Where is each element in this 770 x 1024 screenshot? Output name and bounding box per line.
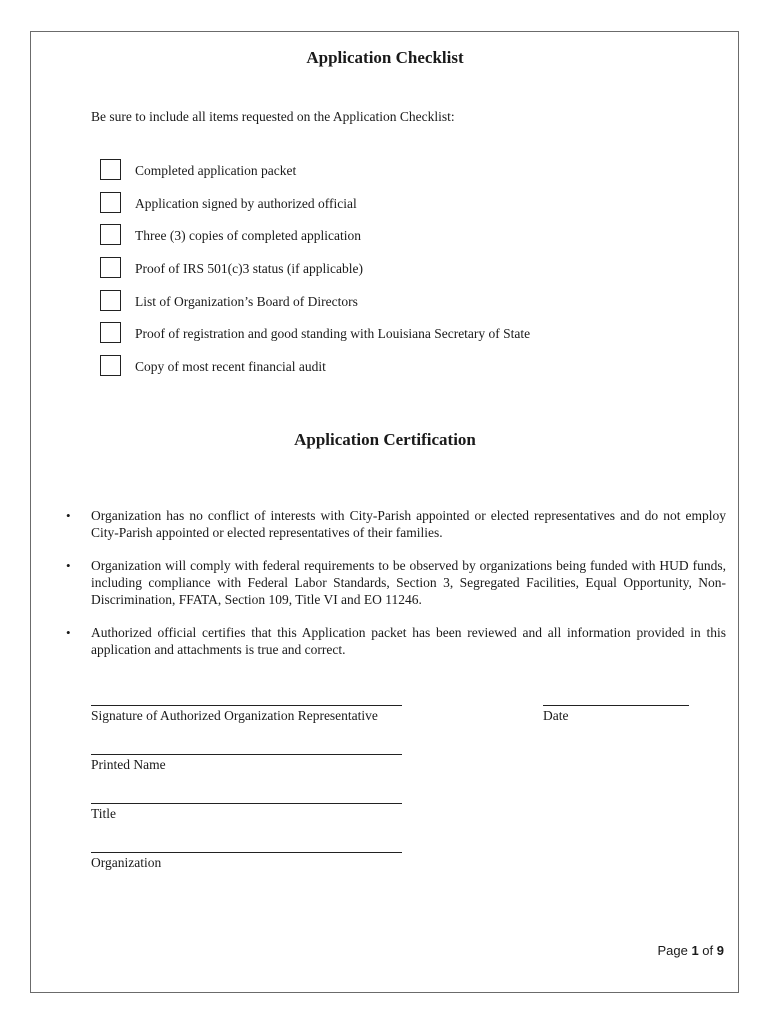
checklist-item-label: Completed application packet xyxy=(135,163,297,178)
checklist-item[interactable] xyxy=(100,256,530,289)
checklist-item-label: List of Organization’s Board of Directors xyxy=(135,293,358,309)
printed-name-line[interactable] xyxy=(91,754,402,755)
bullet-icon: • xyxy=(66,508,71,523)
checklist-item[interactable] xyxy=(100,158,530,191)
checklist-item-label: Proof of IRS 501(c)3 status (if applicable) xyxy=(135,261,363,277)
checklist-item-label: Proof of registration and good standing with Louisiana Secretary of State xyxy=(135,326,531,342)
certification-list xyxy=(66,507,726,674)
page-number xyxy=(657,943,724,958)
checklist-title: Application Checklist xyxy=(306,48,464,67)
certification-title: Application Certification xyxy=(294,430,476,449)
checkbox[interactable] xyxy=(100,257,121,278)
checklist-item[interactable] xyxy=(100,191,530,224)
date-line[interactable] xyxy=(543,705,689,706)
signature-label: Signature of Authorized Organization Representative xyxy=(91,708,378,723)
bullet-icon: • xyxy=(66,558,71,573)
checklist-item-label: Application signed by authorized official xyxy=(135,195,357,211)
checkbox[interactable] xyxy=(100,192,121,213)
current-page: 1 xyxy=(691,943,699,958)
title-label: Title xyxy=(91,806,117,821)
certification-item xyxy=(66,624,726,658)
page-word: Page xyxy=(657,943,688,958)
certification-item xyxy=(66,507,726,541)
certification-text: Authorized official certifies that this Application packet has been reviewed and all information provided in this application and attachments is true and correct. xyxy=(91,625,726,657)
title-line[interactable] xyxy=(91,803,402,804)
date-label: Date xyxy=(543,708,569,723)
checklist-intro: Be sure to include all items requested on the Application Checklist: xyxy=(91,109,455,124)
organization-line[interactable] xyxy=(91,852,402,853)
checkbox[interactable] xyxy=(100,355,121,376)
certification-text: Organization will comply with federal requirements to be observed by organizations being funded with HUD funds, including compliance with Federal Labor Standards, Section 3, Segregated Facilities, Equal Opportunity, Non-Discrimination, FFATA, Section 109, Title VI and EO 11246. xyxy=(91,558,726,607)
checkbox[interactable] xyxy=(100,159,121,180)
printed-name-label: Printed Name xyxy=(91,757,166,772)
checkbox[interactable] xyxy=(100,224,121,245)
total-pages: 9 xyxy=(716,943,724,958)
checklist-item[interactable] xyxy=(100,223,530,256)
organization-label: Organization xyxy=(91,855,162,870)
checklist-item-label: Three (3) copies of completed application xyxy=(135,228,362,244)
checklist xyxy=(100,158,530,387)
checklist-item-label: Copy of most recent financial audit xyxy=(135,359,326,375)
checklist-item[interactable] xyxy=(100,289,530,322)
checklist-item[interactable] xyxy=(100,321,530,354)
checklist-item[interactable] xyxy=(100,354,530,387)
checkbox[interactable] xyxy=(100,322,121,343)
signature-line[interactable] xyxy=(91,705,402,706)
bullet-icon: • xyxy=(66,625,71,640)
certification-text: Organization has no conflict of interests with City-Parish appointed or elected representatives and do not employ City-Parish appointed or elected representatives of their families. xyxy=(91,508,726,540)
certification-item xyxy=(66,557,726,608)
checkbox[interactable] xyxy=(100,290,121,311)
of-word: of xyxy=(702,943,714,958)
